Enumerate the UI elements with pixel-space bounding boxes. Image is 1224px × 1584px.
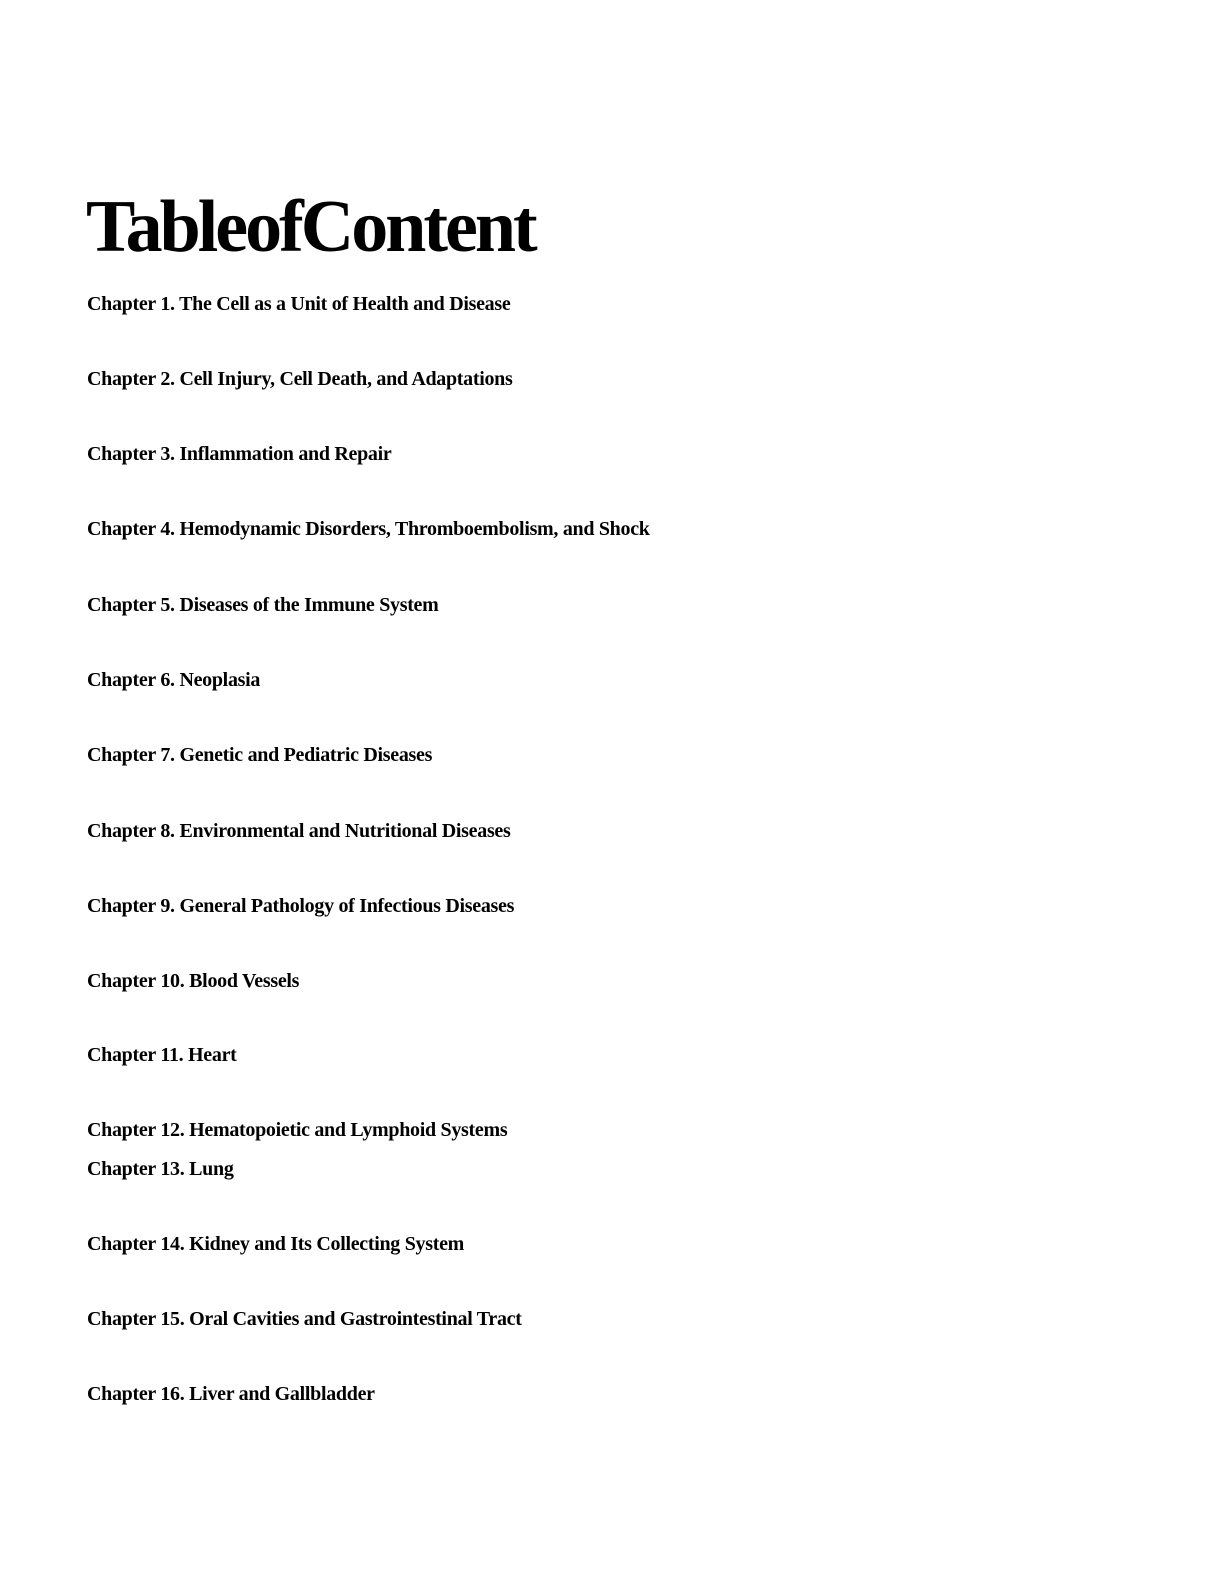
toc-entry: Chapter 16. Liver and Gallbladder — [87, 1383, 375, 1405]
toc-entry: Chapter 14. Kidney and Its Collecting System — [87, 1233, 465, 1255]
toc-entry: Chapter 7. Genetic and Pediatric Diseases — [87, 744, 433, 766]
toc-entry: Chapter 8. Environmental and Nutritional Diseases — [87, 820, 511, 842]
toc-entry: Chapter 6. Neoplasia — [87, 669, 261, 691]
toc-entry: Chapter 12. Hematopoietic and Lymphoid Systems — [87, 1119, 508, 1141]
toc-entry: Chapter 13. Lung — [87, 1158, 234, 1180]
toc-entry: Chapter 11. Heart — [87, 1044, 237, 1066]
toc-entry: Chapter 2. Cell Injury, Cell Death, and Adaptations — [87, 368, 513, 390]
toc-entry: Chapter 3. Inflammation and Repair — [87, 443, 392, 465]
toc-entry: Chapter 1. The Cell as a Unit of Health and Disease — [87, 293, 511, 315]
toc-entry: Chapter 15. Oral Cavities and Gastrointestinal Tract — [87, 1308, 522, 1330]
toc-title: TableofContent — [86, 186, 535, 268]
toc-entry: Chapter 9. General Pathology of Infectious Diseases — [87, 895, 515, 917]
toc-entry: Chapter 4. Hemodynamic Disorders, Thromboembolism, and Shock — [87, 518, 650, 540]
toc-entry: Chapter 10. Blood Vessels — [87, 970, 300, 992]
toc-entry: Chapter 5. Diseases of the Immune System — [87, 594, 439, 616]
